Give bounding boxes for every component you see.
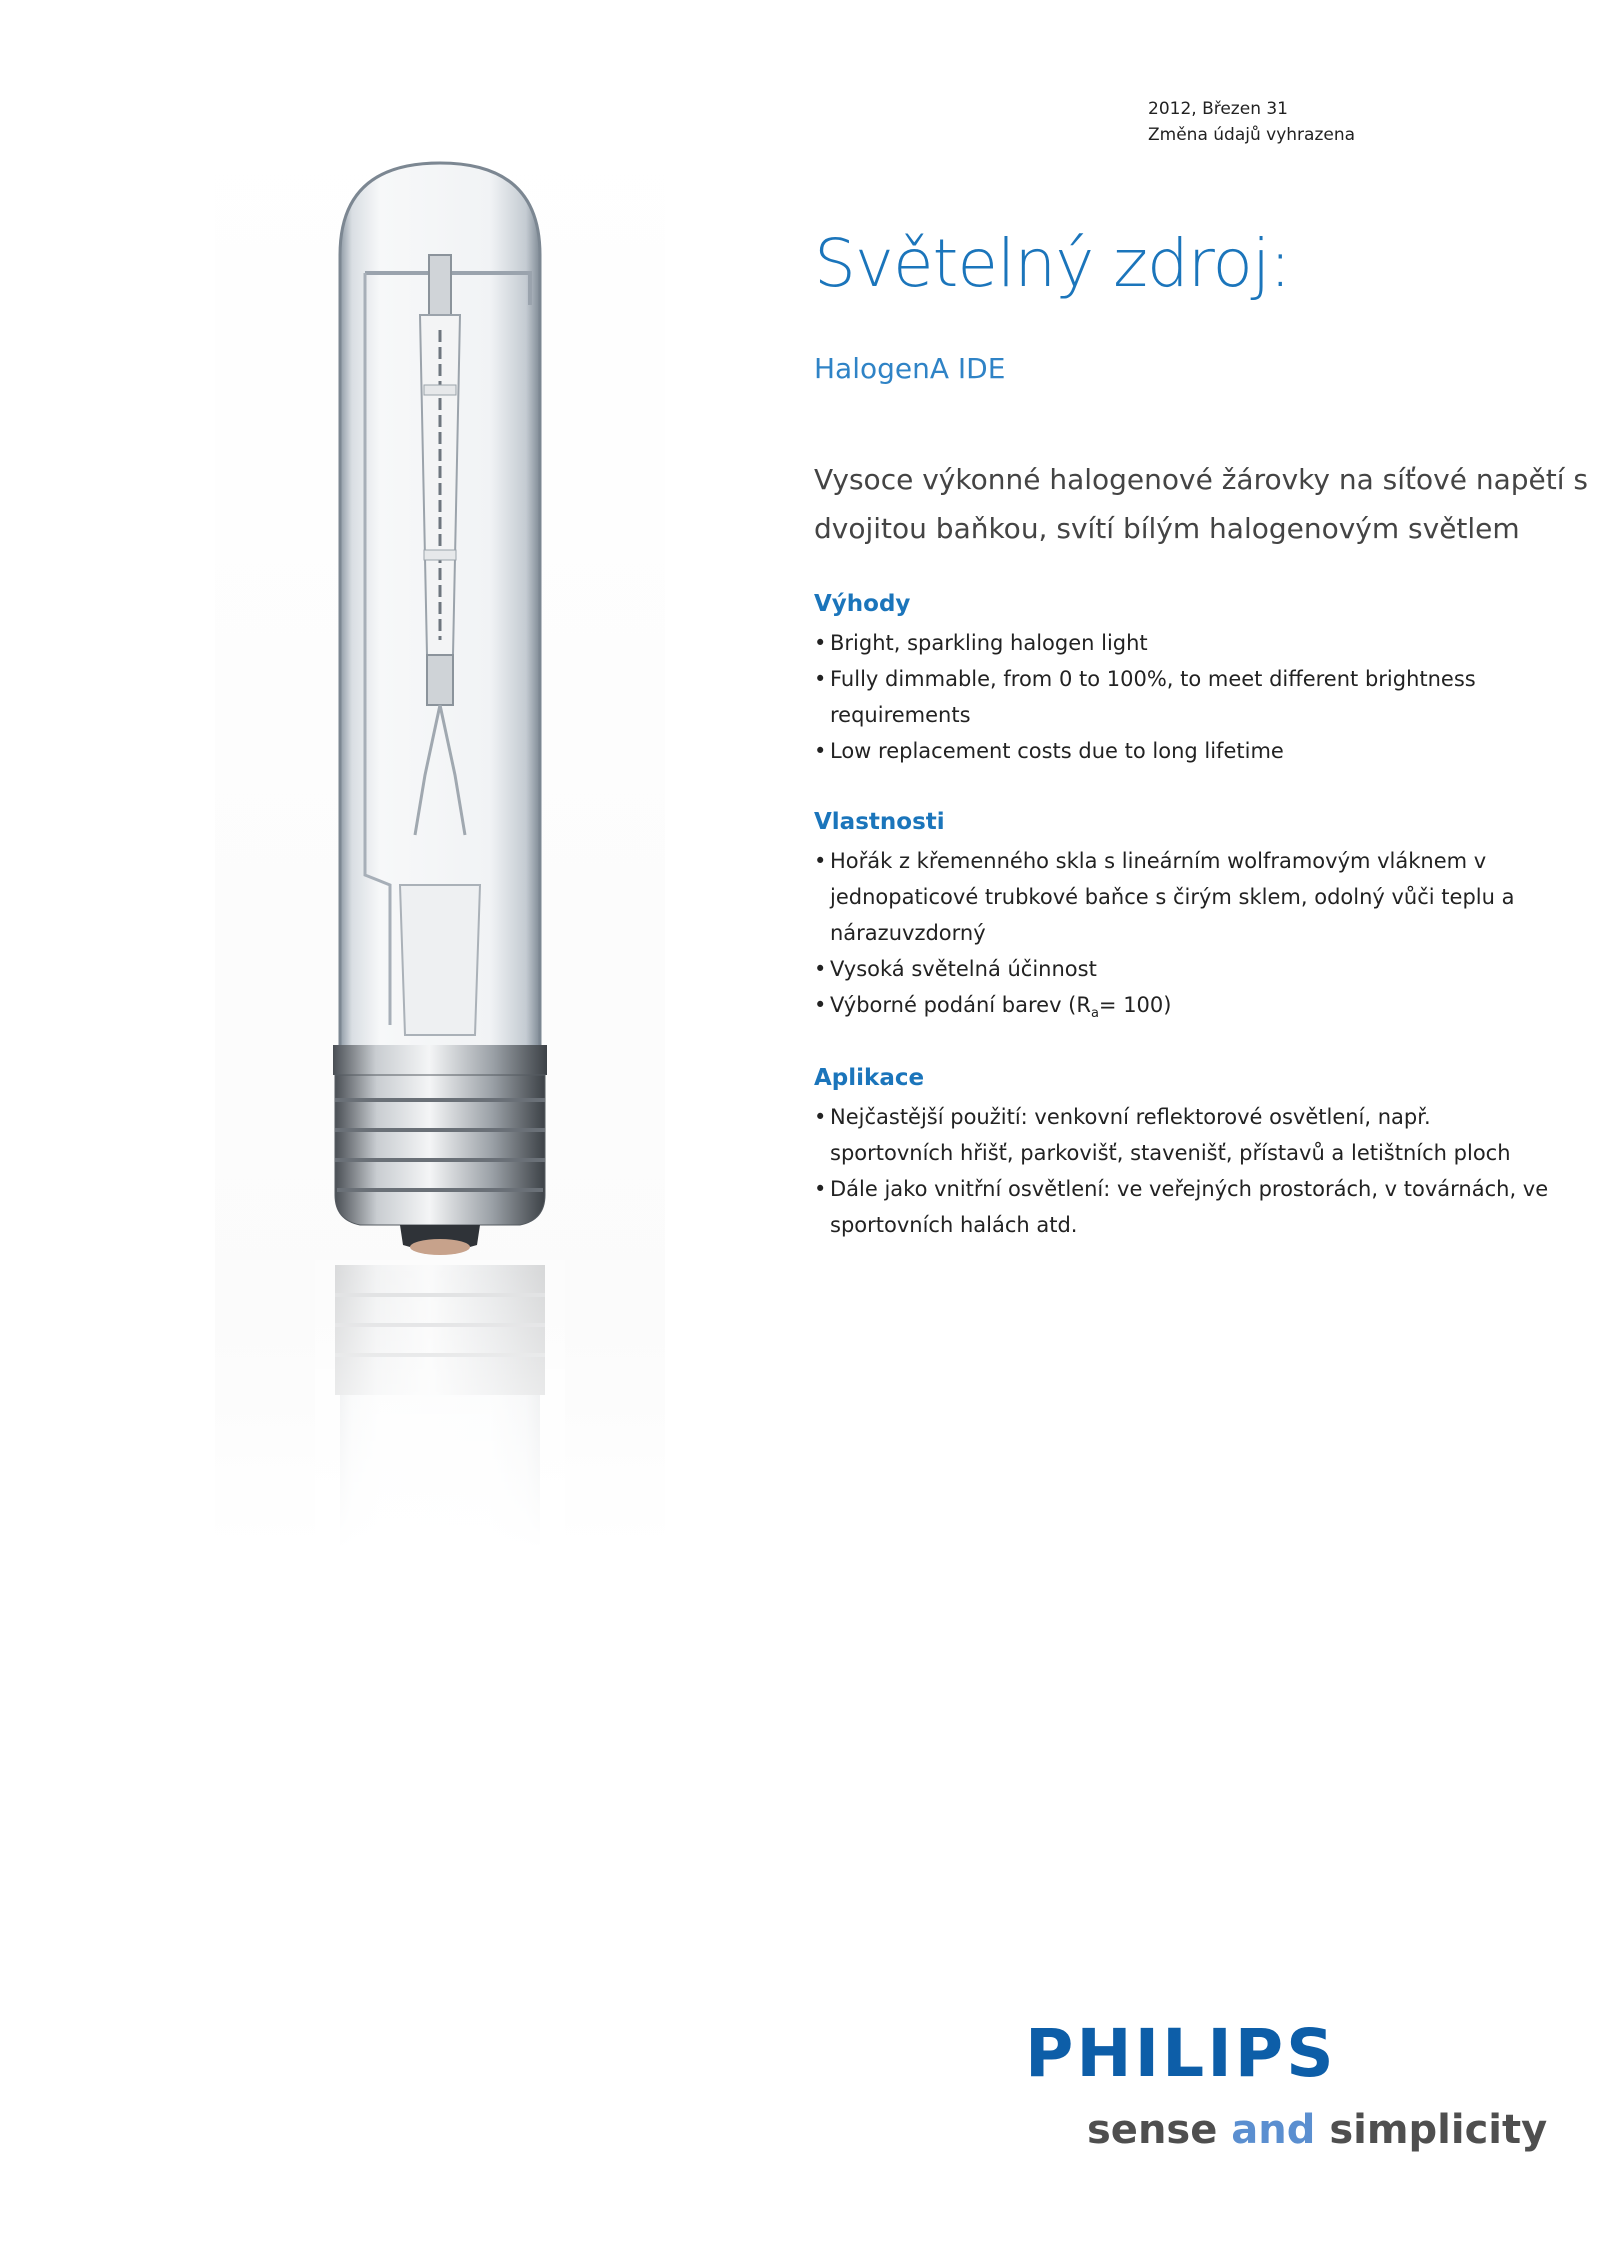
list-item [814, 951, 1514, 987]
section-applications [814, 1061, 1549, 1243]
list-item-text: • Bright, sparkling halogen light [830, 631, 1148, 655]
date-block [1148, 96, 1355, 148]
list-item [814, 843, 1514, 951]
list-item-text: • Low replacement costs due to long lifetime [830, 739, 1284, 763]
list-item-text: • Nejčastější použití: venkovní reflektorové osvětlení, např. [830, 1105, 1431, 1129]
list-item [814, 1171, 1549, 1243]
lead-line: dvojitou baňkou, svítí bílým halogenovým světlem [814, 512, 1520, 545]
list-item-text: • Dále jako vnitřní osvětlení: ve veřejných prostorách, v továrnách, ve [830, 1177, 1549, 1201]
list-item-text: sportovních halách atd. [830, 1213, 1078, 1237]
philips-logo: PHILIPS [1025, 2015, 1337, 2092]
tagline-word: and [1231, 2107, 1316, 2153]
list-item-text: nárazuvzdorný [830, 921, 986, 945]
list-item [814, 733, 1514, 769]
list-item-text [830, 987, 1514, 1032]
list-item-text: • Hořák z křemenného skla s lineárním wolframovým vláknem v [830, 849, 1487, 873]
brand-tagline [1087, 2107, 1547, 2153]
tagline-word: sense [1087, 2107, 1218, 2153]
section-heading: Aplikace [814, 1065, 925, 1091]
list-item-text: requirements [830, 703, 971, 727]
section-features [814, 805, 1514, 1032]
tagline-word: simplicity [1329, 2107, 1548, 2153]
page-title: Světelný zdroj: [814, 225, 1291, 302]
publication-date: 2012, Březen 31 [1148, 99, 1289, 119]
ra-prefix: Výborné podání barev (R [830, 993, 1091, 1017]
halogen-lamp-icon [215, 95, 665, 1550]
lead-text [814, 455, 1588, 553]
list-item [814, 1099, 1514, 1171]
list-item-text: • Fully dimmable, from 0 to 100%, to meet different brightness [830, 667, 1476, 691]
list-item-text: jednopaticové trubkové baňce s čirým sklem, odolný vůči teplu a [830, 885, 1515, 909]
list-item-text: • Vysoká světelná účinnost [830, 957, 1097, 981]
lamp-photo [215, 95, 665, 1550]
list-item [814, 987, 1514, 1032]
section-benefits [814, 587, 1514, 769]
change-notice: Změna údajů vyhrazena [1148, 125, 1356, 145]
product-name: HalogenA IDE [814, 352, 1006, 385]
ra-subscript: a [1090, 1006, 1099, 1022]
lead-line: Vysoce výkonné halogenové žárovky na síťové napětí s [814, 463, 1588, 496]
ra-value: = 100) [1098, 993, 1172, 1017]
section-heading: Vlastnosti [814, 809, 945, 835]
list-item [814, 625, 1514, 661]
section-heading: Výhody [814, 591, 911, 617]
list-item [814, 661, 1514, 733]
list-item-text: sportovních hřišť, parkovišť, stavenišť, přístavů a letištních ploch [830, 1141, 1511, 1165]
